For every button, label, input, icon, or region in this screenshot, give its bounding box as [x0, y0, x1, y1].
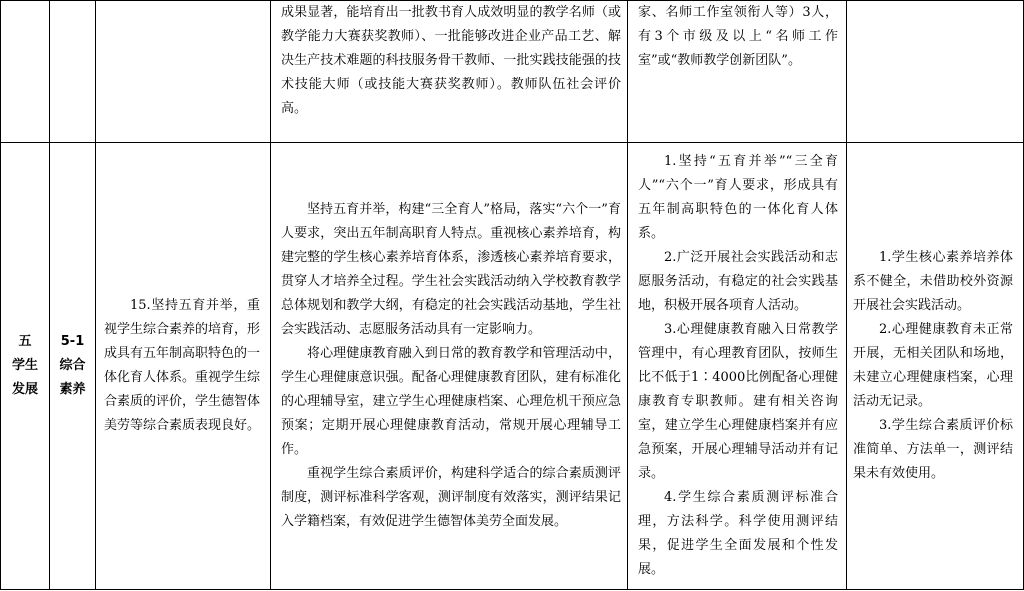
deficiency-cell	[847, 143, 1024, 590]
level2-label-line: 综合	[59, 358, 86, 373]
standard-cell	[271, 1, 628, 143]
deficiency-paragraph: 2.心理健康教育未正常开展，无相关团队和场地，未建立心理健康档案，心理活动无记录。	[853, 322, 1013, 409]
standard-paragraph: 重视学生综合素质评价，构建科学适合的综合素质测评制度，测评标准科学客观，测评制度有效落实，测评结果记入学籍档案，有效促进学生德智体美劳全面发展。	[281, 466, 621, 529]
criteria-paragraph: 4.学生综合素质测评标准合理，方法科学。科学使用测评结果，促进学生全面发展和个性发展。	[638, 490, 838, 577]
criteria-text: 家、名师工作室领衔人等）3人，有3个市级及以上“名师工作室”或“教师教学创新团队”。	[638, 5, 838, 68]
criteria-cell	[628, 1, 847, 143]
level2-label-line: 5-1	[60, 334, 85, 349]
deficiency-cell-empty	[847, 1, 1024, 143]
level1-label-line: 五	[18, 334, 32, 349]
criteria-paragraph: 3.心理健康教育融入日常教学管理中，有心理教育团队，按师生比不低于1∶4000比例配备心理健康教育专职教师。建有相关咨询室，建立学生心理健康档案并有应急预案，开展心理辅导活动并有记录。	[638, 322, 838, 481]
standard-paragraph: 坚持五育并举，构建“三全育人”格局，落实“六个一”育人要求，突出五年制高职育人特点。重视核心素养培育，构建完整的学生核心素养培育体系，渗透核心素养培育要求，贯穿人才培养全过程。学生社会实践活动纳入学校教育教学总体规划和教学大纲，有稳定的社会实践活动基地，学生社会实践活动、志愿服务活动具有一定影响力。	[281, 202, 621, 337]
level1-indicator-cell	[1, 143, 50, 590]
level1-cell-empty	[1, 1, 50, 143]
indicator-cell-empty	[96, 1, 271, 143]
indicator-cell	[96, 143, 271, 590]
criteria-paragraph: 1.坚持“五育并举”“三全育人”“六个一”育人要求，形成具有五年制高职特色的一体化育人体系。	[638, 154, 838, 241]
level2-label-line: 素养	[59, 382, 86, 397]
level1-label-line: 学生	[11, 358, 38, 373]
level2-cell-empty	[50, 1, 96, 143]
table-row	[1, 143, 1024, 590]
standard-paragraph: 将心理健康教育融入到日常的教育教学和管理活动中，学生心理健康意识强。配备心理健康教育团队，建有标准化的心理辅导室，建立学生心理健康档案、心理危机干预应急预案；定期开展心理健康教育活动，常规开展心理辅导工作。	[281, 346, 621, 457]
indicator-text: 15.坚持五育并举，重视学生综合素养的培育，形成具有五年制高职特色的一体化育人体系。重视学生综合素质的评价，学生德智体美劳等综合素质表现良好。	[104, 298, 261, 433]
deficiency-paragraph: 3.学生综合素质评价标准简单、方法单一，测评结果未有效使用。	[853, 418, 1013, 481]
criteria-paragraph: 2.广泛开展社会实践活动和志愿服务活动，有稳定的社会实践基地，积极开展各项育人活动。	[638, 250, 838, 313]
level2-indicator-cell	[50, 143, 96, 590]
level1-label-line: 发展	[11, 382, 38, 397]
deficiency-paragraph: 1.学生核心素养培养体系不健全，未借助校外资源开展社会实践活动。	[853, 250, 1013, 313]
criteria-cell	[628, 143, 847, 590]
table-row	[1, 1, 1024, 143]
standard-text: 成果显著，能培育出一批教书育人成效明显的教学名师（或教学能力大赛获奖教师）、一批能够改进企业产品工艺、解决生产技术难题的科技服务骨干教师、一批实践技能强的技术技能大师（或技能大赛获奖教师）。教师队伍社会评价高。	[281, 5, 621, 116]
standard-cell	[271, 143, 628, 590]
